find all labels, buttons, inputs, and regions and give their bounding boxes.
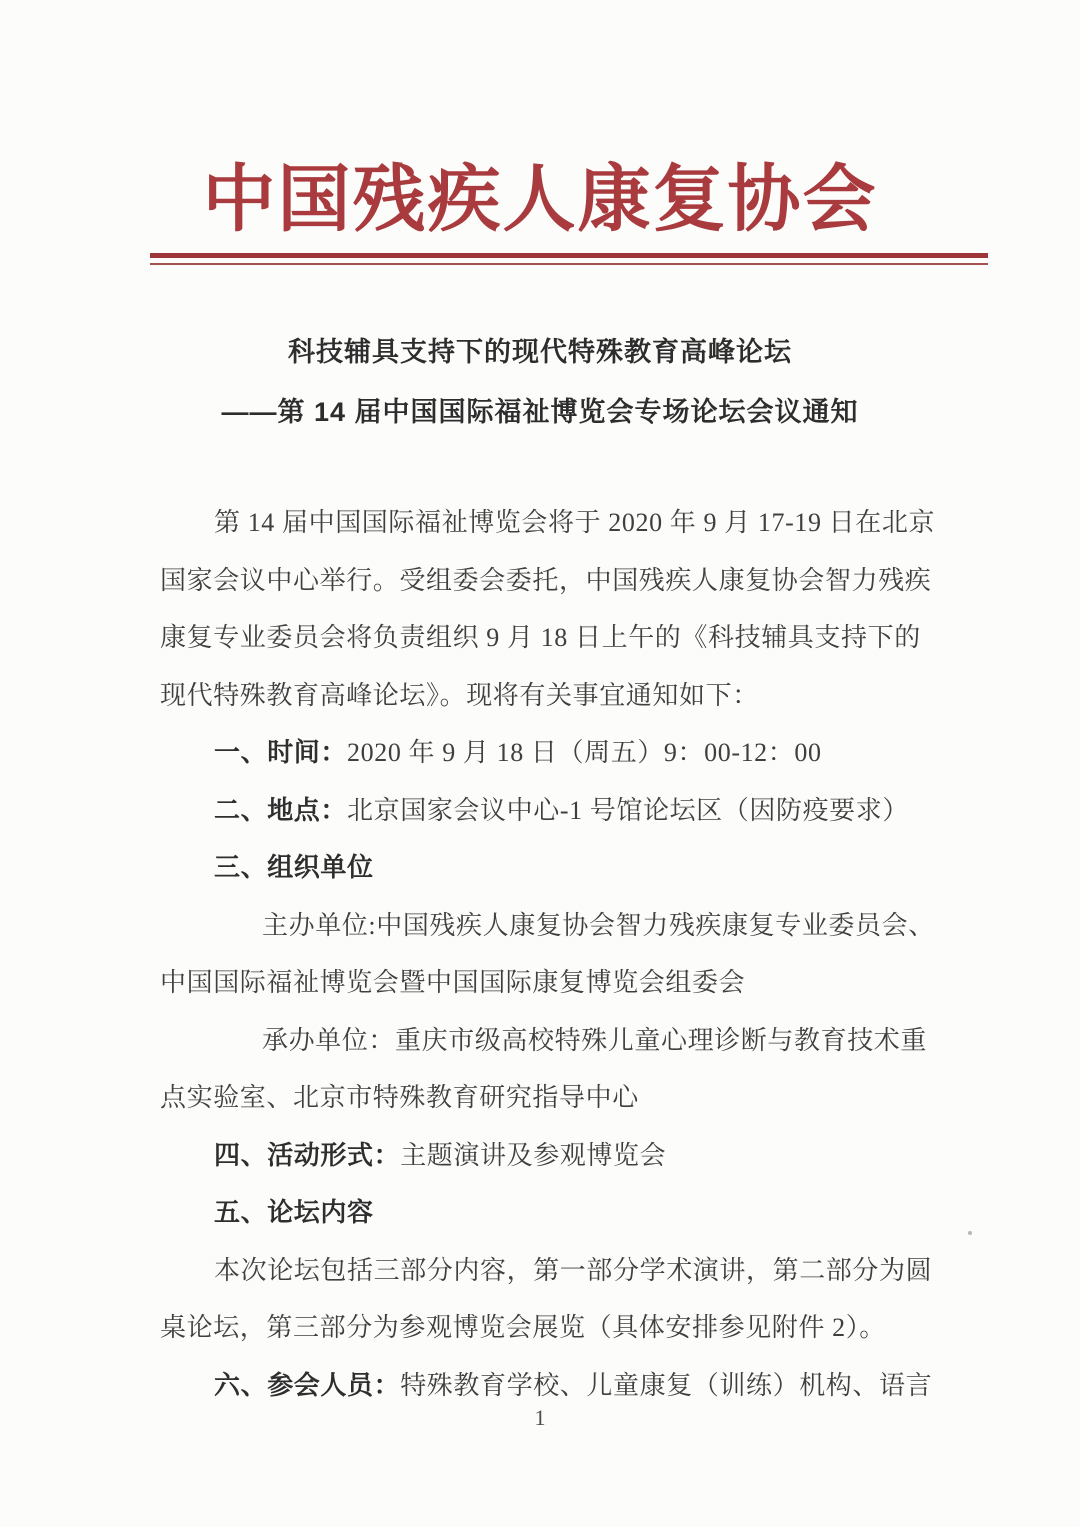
- document-title: 科技辅具支持下的现代特殊教育高峰论坛: [288, 337, 792, 367]
- body-line: [160, 1127, 920, 1185]
- body-line: [160, 609, 920, 667]
- text-run: 特殊教育学校、儿童康复（训练）机构、语言: [400, 1370, 933, 1400]
- body-line: [160, 897, 935, 955]
- text-run: 中国国际福祉博览会暨中国国际康复博览会组委会: [160, 968, 746, 997]
- body-line: [160, 839, 920, 897]
- bold-text-run: 一、时间：: [214, 737, 348, 767]
- text-run: 现代特殊教育高峰论坛》。现将有关事宜通知如下：: [160, 680, 759, 710]
- body-line: [160, 1069, 920, 1127]
- letterhead-rule-thin: [150, 263, 988, 265]
- body-line: [160, 1242, 933, 1300]
- bold-text-run: 二、地点：: [214, 794, 348, 825]
- body-line: [160, 667, 920, 725]
- body-line: [160, 552, 932, 610]
- body-line: [160, 1012, 928, 1070]
- letterhead-rule-thick: [150, 253, 988, 258]
- body-line: [160, 494, 936, 552]
- bold-text-run: 六、参会人员：: [214, 1369, 401, 1400]
- text-run: 承办单位：重庆市级高校特殊儿童心理诊断与教育技术重: [262, 1025, 928, 1055]
- bold-text-run: 三、组织单位: [214, 852, 374, 882]
- text-run: 主办单位:中国残疾人康复协会智力残疾康复专业委员会、: [262, 910, 935, 940]
- text-run: 桌论坛，第三部分为参观博览会展览（具体安排参见附件 2）。: [160, 1313, 886, 1342]
- text-run: 点实验室、北京市特殊教育研究指导中心: [160, 1083, 639, 1112]
- scan-artifact-dot: [968, 1231, 972, 1235]
- bold-text-run: 五、论坛内容: [214, 1197, 374, 1227]
- letterhead-title: 中国残疾人康复协会: [202, 159, 878, 240]
- body-line: [160, 724, 920, 782]
- text-run: 国家会议中心举行。受组委会委托，中国残疾人康复协会智力残疾: [160, 565, 932, 595]
- page-number: 1: [534, 1405, 546, 1430]
- body-line: [160, 954, 920, 1012]
- body-line: [160, 1299, 920, 1357]
- text-run: 第 14 届中国国际福祉博览会将于 2020 年 9 月 17-19 日在北京: [214, 508, 936, 537]
- body-line: [160, 1184, 920, 1242]
- document-body: [160, 494, 936, 1414]
- document-subtitle: ——第 14 届中国国际福祉博览会专场论坛会议通知: [221, 397, 859, 427]
- text-run: 康复专业委员会将负责组织 9 月 18 日上午的《科技辅具支持下的: [160, 623, 921, 652]
- text-run: 北京国家会议中心-1 号馆论坛区（因防疫要求）: [347, 795, 909, 825]
- body-line: [160, 782, 920, 840]
- text-run: 主题演讲及参观博览会: [400, 1140, 667, 1170]
- bold-text-run: 四、活动形式：: [214, 1139, 401, 1170]
- text-run: 本次论坛包括三部分内容，第一部分学术演讲，第二部分为圆: [214, 1255, 933, 1285]
- text-run: 2020 年 9 月 18 日（周五）9：00-12：00: [347, 738, 822, 767]
